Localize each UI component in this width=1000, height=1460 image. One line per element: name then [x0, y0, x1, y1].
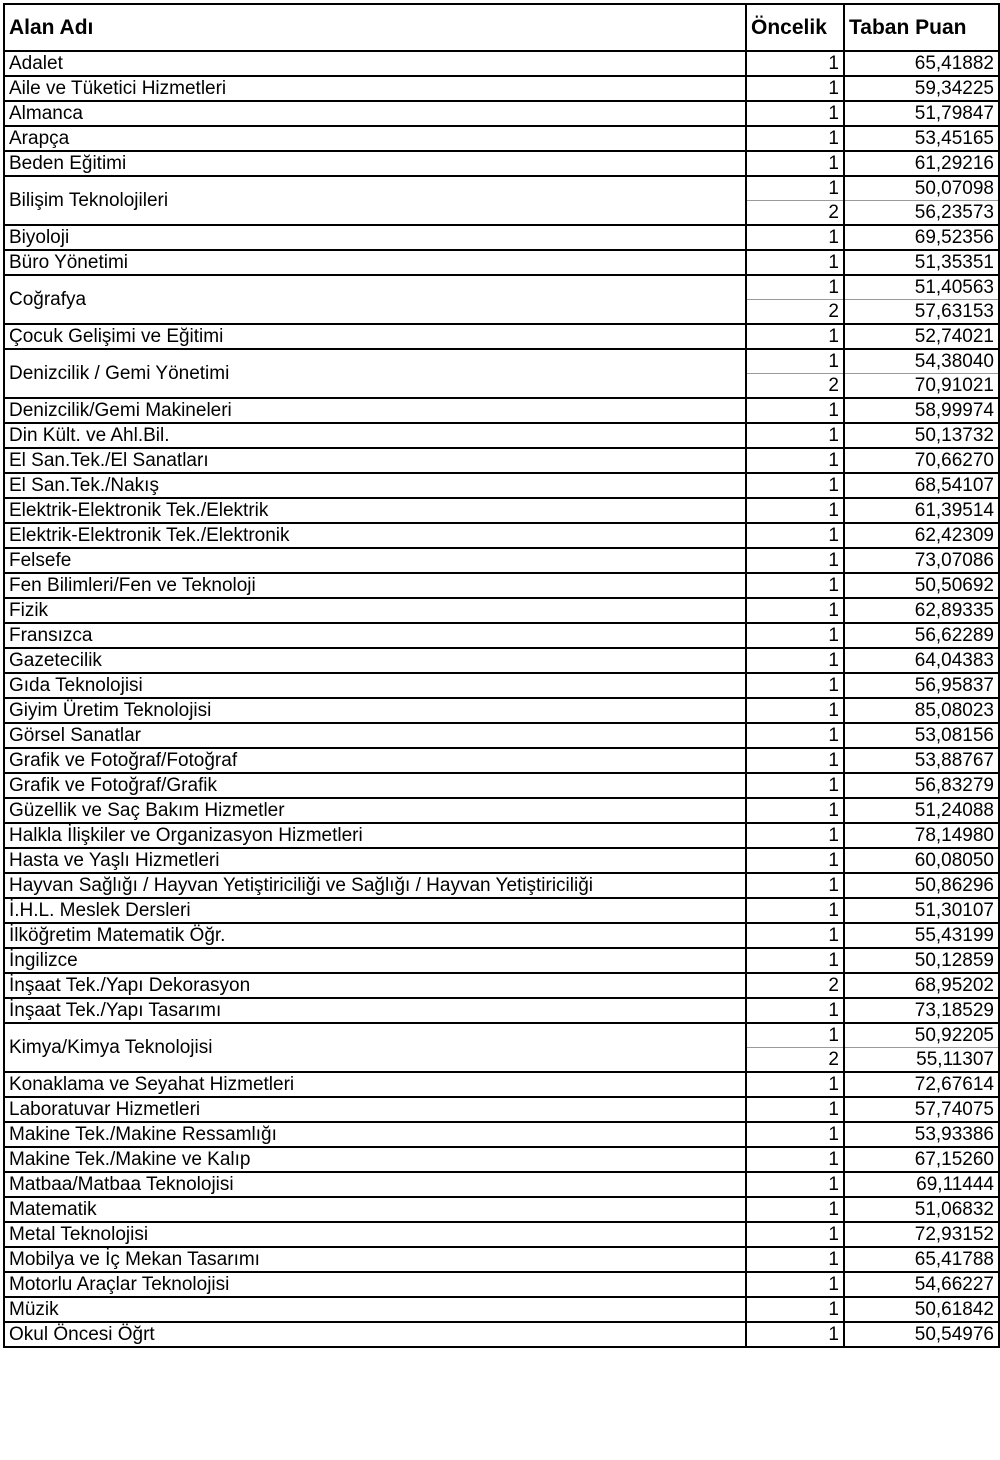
- area-name-cell: Mobilya ve İç Mekan Tasarımı: [4, 1247, 746, 1272]
- area-name-cell: Beden Eğitimi: [4, 151, 746, 176]
- priority-cell: 1: [746, 423, 844, 448]
- score-cell: 69,52356: [844, 225, 999, 250]
- priority-cell: 2: [746, 201, 844, 226]
- table-row: [4, 101, 999, 126]
- area-name-cell: Metal Teknolojisi: [4, 1222, 746, 1247]
- table-row: [4, 1222, 999, 1247]
- score-cell: 58,99974: [844, 398, 999, 423]
- score-cell: 68,54107: [844, 473, 999, 498]
- table-row: [4, 898, 999, 923]
- score-cell: 50,13732: [844, 423, 999, 448]
- table-row: [4, 275, 999, 300]
- area-name-cell: Din Kült. ve Ahl.Bil.: [4, 423, 746, 448]
- table-row: [4, 473, 999, 498]
- score-cell: 55,43199: [844, 923, 999, 948]
- table-row: [4, 673, 999, 698]
- table-row: [4, 848, 999, 873]
- area-name-cell: Motorlu Araçlar Teknolojisi: [4, 1272, 746, 1297]
- score-cell: 73,18529: [844, 998, 999, 1023]
- score-cell: 62,42309: [844, 523, 999, 548]
- priority-cell: 1: [746, 798, 844, 823]
- area-name-cell: İ.H.L. Meslek Dersleri: [4, 898, 746, 923]
- table-row: [4, 448, 999, 473]
- area-name-cell: Almanca: [4, 101, 746, 126]
- priority-cell: 1: [746, 998, 844, 1023]
- priority-cell: 1: [746, 773, 844, 798]
- table-row: [4, 973, 999, 998]
- table-row: [4, 773, 999, 798]
- table-row: [4, 250, 999, 275]
- score-cell: 51,30107: [844, 898, 999, 923]
- priority-cell: 1: [746, 1322, 844, 1347]
- table-row: [4, 623, 999, 648]
- table-row: [4, 948, 999, 973]
- priority-cell: 1: [746, 473, 844, 498]
- area-name-cell: Bilişim Teknolojileri: [4, 176, 746, 225]
- area-name-cell: Denizcilik/Gemi Makineleri: [4, 398, 746, 423]
- table-row: [4, 823, 999, 848]
- area-name-cell: Hayvan Sağlığı / Hayvan Yetiştiriciliği ve Sağlığı / Hayvan Yetiştiriciliği: [4, 873, 746, 898]
- score-cell: 56,23573: [844, 201, 999, 226]
- table-row: [4, 1023, 999, 1048]
- score-cell: 51,06832: [844, 1197, 999, 1222]
- score-cell: 72,93152: [844, 1222, 999, 1247]
- score-cell: 54,38040: [844, 349, 999, 374]
- area-name-cell: İlköğretim Matematik Öğr.: [4, 923, 746, 948]
- priority-cell: 1: [746, 848, 844, 873]
- table-row: [4, 723, 999, 748]
- priority-cell: 1: [746, 1172, 844, 1197]
- score-cell: 69,11444: [844, 1172, 999, 1197]
- area-name-cell: Kimya/Kimya Teknolojisi: [4, 1023, 746, 1072]
- table-row: [4, 423, 999, 448]
- priority-cell: 2: [746, 374, 844, 399]
- table-row: [4, 798, 999, 823]
- area-name-cell: Görsel Sanatlar: [4, 723, 746, 748]
- priority-cell: 1: [746, 1297, 844, 1322]
- score-cell: 50,86296: [844, 873, 999, 898]
- header-row: [4, 4, 999, 51]
- priority-cell: 1: [746, 598, 844, 623]
- score-cell: 52,74021: [844, 324, 999, 349]
- priority-cell: 1: [746, 225, 844, 250]
- area-name-cell: İnşaat Tek./Yapı Tasarımı: [4, 998, 746, 1023]
- area-name-cell: Fen Bilimleri/Fen ve Teknoloji: [4, 573, 746, 598]
- priority-cell: 1: [746, 873, 844, 898]
- table-row: [4, 698, 999, 723]
- table-row: [4, 1147, 999, 1172]
- priority-cell: 1: [746, 523, 844, 548]
- area-name-cell: Fizik: [4, 598, 746, 623]
- header-priority: Öncelik: [746, 4, 844, 51]
- table-row: [4, 398, 999, 423]
- table-row: [4, 598, 999, 623]
- score-cell: 70,66270: [844, 448, 999, 473]
- priority-cell: 1: [746, 398, 844, 423]
- area-name-cell: Güzellik ve Saç Bakım Hizmetler: [4, 798, 746, 823]
- table-body: [4, 51, 999, 1347]
- score-cell: 56,62289: [844, 623, 999, 648]
- table-row: [4, 998, 999, 1023]
- score-cell: 61,39514: [844, 498, 999, 523]
- area-name-cell: Biyoloji: [4, 225, 746, 250]
- priority-cell: 1: [746, 448, 844, 473]
- priority-cell: 1: [746, 1122, 844, 1147]
- area-name-cell: İnşaat Tek./Yapı Dekorasyon: [4, 973, 746, 998]
- table-row: [4, 176, 999, 201]
- score-cell: 72,67614: [844, 1072, 999, 1097]
- table-row: [4, 1097, 999, 1122]
- score-cell: 62,89335: [844, 598, 999, 623]
- table-row: [4, 748, 999, 773]
- area-name-cell: Matematik: [4, 1197, 746, 1222]
- area-name-cell: İngilizce: [4, 948, 746, 973]
- area-name-cell: Grafik ve Fotoğraf/Grafik: [4, 773, 746, 798]
- score-cell: 61,29216: [844, 151, 999, 176]
- table-row: [4, 225, 999, 250]
- priority-cell: 1: [746, 823, 844, 848]
- score-cell: 53,08156: [844, 723, 999, 748]
- area-name-cell: Halkla İlişkiler ve Organizasyon Hizmetleri: [4, 823, 746, 848]
- table-row: [4, 76, 999, 101]
- area-name-cell: Konaklama ve Seyahat Hizmetleri: [4, 1072, 746, 1097]
- score-cell: 56,83279: [844, 773, 999, 798]
- priority-cell: 2: [746, 300, 844, 325]
- priority-cell: 1: [746, 1197, 844, 1222]
- area-name-cell: Denizcilik / Gemi Yönetimi: [4, 349, 746, 398]
- priority-cell: 1: [746, 573, 844, 598]
- score-cell: 78,14980: [844, 823, 999, 848]
- score-cell: 57,63153: [844, 300, 999, 325]
- score-cell: 51,79847: [844, 101, 999, 126]
- priority-cell: 1: [746, 948, 844, 973]
- table-row: [4, 126, 999, 151]
- area-name-cell: Grafik ve Fotoğraf/Fotoğraf: [4, 748, 746, 773]
- priority-cell: 1: [746, 648, 844, 673]
- priority-cell: 1: [746, 698, 844, 723]
- table-row: [4, 51, 999, 76]
- score-cell: 54,66227: [844, 1272, 999, 1297]
- priority-cell: 1: [746, 1222, 844, 1247]
- area-name-cell: Laboratuvar Hizmetleri: [4, 1097, 746, 1122]
- priority-cell: 1: [746, 250, 844, 275]
- score-table: [3, 3, 1000, 1348]
- table-row: [4, 349, 999, 374]
- priority-cell: 1: [746, 498, 844, 523]
- priority-cell: 1: [746, 1097, 844, 1122]
- table-row: [4, 523, 999, 548]
- area-name-cell: Müzik: [4, 1297, 746, 1322]
- priority-cell: 1: [746, 1147, 844, 1172]
- score-cell: 50,07098: [844, 176, 999, 201]
- table-row: [4, 1247, 999, 1272]
- priority-cell: 1: [746, 1272, 844, 1297]
- score-cell: 50,61842: [844, 1297, 999, 1322]
- score-cell: 59,34225: [844, 76, 999, 101]
- score-cell: 57,74075: [844, 1097, 999, 1122]
- priority-cell: 1: [746, 101, 844, 126]
- area-name-cell: Felsefe: [4, 548, 746, 573]
- area-name-cell: El San.Tek./Nakış: [4, 473, 746, 498]
- score-cell: 51,40563: [844, 275, 999, 300]
- score-cell: 53,93386: [844, 1122, 999, 1147]
- area-name-cell: Elektrik-Elektronik Tek./Elektrik: [4, 498, 746, 523]
- priority-cell: 1: [746, 748, 844, 773]
- area-name-cell: Giyim Üretim Teknolojisi: [4, 698, 746, 723]
- priority-cell: 1: [746, 151, 844, 176]
- table-row: [4, 648, 999, 673]
- area-name-cell: Gıda Teknolojisi: [4, 673, 746, 698]
- score-cell: 53,45165: [844, 126, 999, 151]
- table-row: [4, 1072, 999, 1097]
- score-cell: 64,04383: [844, 648, 999, 673]
- table-row: [4, 1172, 999, 1197]
- priority-cell: 1: [746, 548, 844, 573]
- score-cell: 51,35351: [844, 250, 999, 275]
- priority-cell: 1: [746, 51, 844, 76]
- priority-cell: 1: [746, 723, 844, 748]
- area-name-cell: Coğrafya: [4, 275, 746, 324]
- score-cell: 65,41788: [844, 1247, 999, 1272]
- score-cell: 73,07086: [844, 548, 999, 573]
- score-cell: 50,12859: [844, 948, 999, 973]
- priority-cell: 1: [746, 1247, 844, 1272]
- table-row: [4, 1322, 999, 1347]
- area-name-cell: Elektrik-Elektronik Tek./Elektronik: [4, 523, 746, 548]
- area-name-cell: Makine Tek./Makine ve Kalıp: [4, 1147, 746, 1172]
- score-cell: 50,50692: [844, 573, 999, 598]
- table-row: [4, 498, 999, 523]
- area-name-cell: Çocuk Gelişimi ve Eğitimi: [4, 324, 746, 349]
- priority-cell: 1: [746, 1072, 844, 1097]
- score-cell: 65,41882: [844, 51, 999, 76]
- area-name-cell: Adalet: [4, 51, 746, 76]
- score-cell: 85,08023: [844, 698, 999, 723]
- area-name-cell: El San.Tek./El Sanatları: [4, 448, 746, 473]
- score-cell: 56,95837: [844, 673, 999, 698]
- area-name-cell: Gazetecilik: [4, 648, 746, 673]
- area-name-cell: Matbaa/Matbaa Teknolojisi: [4, 1172, 746, 1197]
- table-row: [4, 923, 999, 948]
- priority-cell: 1: [746, 923, 844, 948]
- area-name-cell: Makine Tek./Makine Ressamlığı: [4, 1122, 746, 1147]
- priority-cell: 1: [746, 673, 844, 698]
- score-cell: 51,24088: [844, 798, 999, 823]
- table-row: [4, 1122, 999, 1147]
- score-cell: 50,54976: [844, 1322, 999, 1347]
- priority-cell: 1: [746, 324, 844, 349]
- score-cell: 50,92205: [844, 1023, 999, 1048]
- priority-cell: 1: [746, 126, 844, 151]
- area-name-cell: Arapça: [4, 126, 746, 151]
- priority-cell: 2: [746, 973, 844, 998]
- table-row: [4, 151, 999, 176]
- priority-cell: 1: [746, 623, 844, 648]
- table-row: [4, 324, 999, 349]
- area-name-cell: Büro Yönetimi: [4, 250, 746, 275]
- priority-cell: 1: [746, 349, 844, 374]
- priority-cell: 1: [746, 898, 844, 923]
- area-name-cell: Okul Öncesi Öğrt: [4, 1322, 746, 1347]
- table-row: [4, 1297, 999, 1322]
- score-cell: 55,11307: [844, 1048, 999, 1073]
- priority-cell: 2: [746, 1048, 844, 1073]
- table-row: [4, 1272, 999, 1297]
- score-cell: 60,08050: [844, 848, 999, 873]
- priority-cell: 1: [746, 176, 844, 201]
- priority-cell: 1: [746, 1023, 844, 1048]
- score-cell: 68,95202: [844, 973, 999, 998]
- table-row: [4, 1197, 999, 1222]
- area-name-cell: Aile ve Tüketici Hizmetleri: [4, 76, 746, 101]
- header-score: Taban Puan: [844, 4, 999, 51]
- priority-cell: 1: [746, 275, 844, 300]
- score-cell: 70,91021: [844, 374, 999, 399]
- header-name: Alan Adı: [4, 4, 746, 51]
- table-row: [4, 548, 999, 573]
- area-name-cell: Fransızca: [4, 623, 746, 648]
- table-row: [4, 873, 999, 898]
- score-cell: 67,15260: [844, 1147, 999, 1172]
- priority-cell: 1: [746, 76, 844, 101]
- table-row: [4, 573, 999, 598]
- area-name-cell: Hasta ve Yaşlı Hizmetleri: [4, 848, 746, 873]
- score-cell: 53,88767: [844, 748, 999, 773]
